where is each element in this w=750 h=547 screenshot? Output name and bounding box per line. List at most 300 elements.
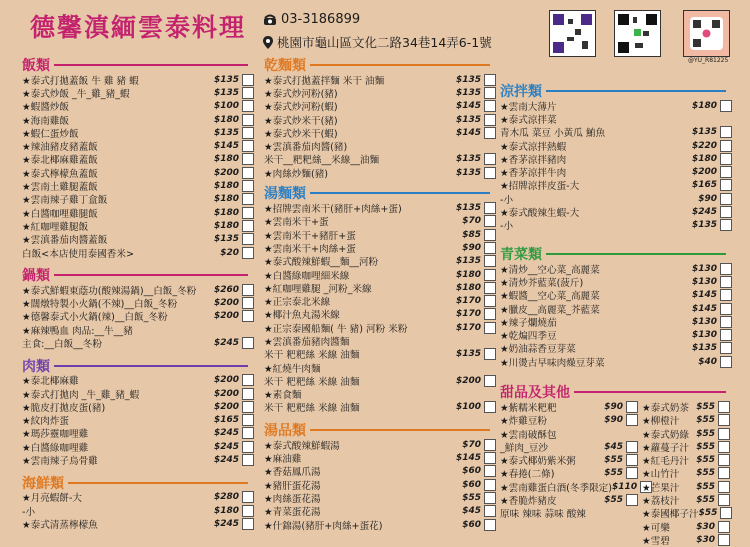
rice-item[interactable]	[22, 219, 254, 232]
seafood-item[interactable]	[22, 517, 254, 530]
item-price: $130	[691, 316, 717, 327]
order-checkbox[interactable]	[242, 414, 254, 426]
rice-item[interactable]	[22, 126, 254, 139]
rice-item[interactable]	[22, 193, 254, 206]
pot-item[interactable]	[22, 336, 254, 349]
item-price: $170	[455, 309, 481, 320]
order-checkbox[interactable]	[242, 233, 254, 245]
noodle-item[interactable]	[264, 113, 496, 126]
veg-item[interactable]	[500, 328, 732, 341]
meat-item[interactable]	[22, 453, 254, 466]
qr-code-3[interactable]	[683, 10, 730, 57]
soup-noodle-item[interactable]	[264, 388, 496, 401]
order-checkbox[interactable]	[242, 180, 254, 192]
soup-noodle-item[interactable]	[264, 321, 496, 334]
item-name: ★泰式炒米干(蝦)	[264, 128, 338, 140]
item-price: $60	[462, 466, 481, 477]
item-price: $100	[455, 402, 481, 413]
meat-item[interactable]	[22, 374, 254, 387]
item-price: $180	[213, 154, 239, 165]
order-checkbox[interactable]	[484, 505, 496, 517]
dessert-item[interactable]	[500, 440, 638, 453]
soup-item[interactable]	[264, 505, 496, 518]
section-header	[264, 420, 496, 440]
order-checkbox[interactable]	[484, 202, 496, 214]
item-price: $280	[213, 492, 239, 503]
noodle-item[interactable]	[264, 86, 496, 99]
dessert-item[interactable]	[642, 454, 730, 467]
section-divider	[54, 64, 248, 66]
item-name: ★海南雞飯	[22, 115, 69, 127]
item-name: ★奶油蒜香豆芽菜	[500, 344, 576, 356]
address-text: 桃園市龜山區文化二路34巷14弄6-1號	[277, 35, 492, 50]
noodle-item[interactable]	[264, 100, 496, 113]
order-checkbox[interactable]	[242, 337, 254, 349]
item-price: $135	[213, 74, 239, 85]
rice-item[interactable]	[22, 246, 254, 259]
meat-item[interactable]	[22, 414, 254, 427]
rice-item[interactable]	[22, 73, 254, 86]
order-checkbox[interactable]	[484, 114, 496, 126]
dessert-item[interactable]	[500, 454, 638, 467]
order-checkbox[interactable]	[484, 375, 496, 387]
noodle-item[interactable]	[264, 166, 496, 179]
item-name: ★紅咖哩雞腿飯	[22, 221, 89, 233]
order-checkbox[interactable]	[242, 454, 254, 466]
order-checkbox[interactable]	[484, 255, 496, 267]
item-name: ★雲南米干+蛋	[264, 217, 329, 229]
order-checkbox[interactable]	[484, 492, 496, 504]
dessert-item[interactable]	[642, 507, 730, 520]
pot-item[interactable]	[22, 310, 254, 323]
qr-code-2[interactable]	[614, 10, 661, 57]
order-checkbox[interactable]	[242, 388, 254, 400]
rice-item[interactable]	[22, 153, 254, 166]
dessert-item[interactable]	[642, 440, 730, 453]
soup-noodle-item[interactable]	[264, 268, 496, 281]
item-name: ★泰式奶茶	[642, 403, 689, 414]
order-checkbox[interactable]	[484, 167, 496, 179]
order-checkbox[interactable]	[720, 303, 732, 315]
order-checkbox[interactable]	[484, 229, 496, 241]
veg-item[interactable]	[500, 289, 732, 302]
salad-item[interactable]	[500, 179, 732, 192]
item-price: $55	[604, 495, 623, 506]
order-checkbox[interactable]	[484, 322, 496, 334]
pot-item[interactable]	[22, 323, 254, 336]
item-name: ★泰式炒河粉(豬)	[264, 88, 338, 100]
item-name: ★辣子爛燒茄	[500, 317, 557, 329]
item-name: ★紅毛丹汁	[642, 456, 689, 468]
item-price: $30	[696, 534, 715, 545]
item-price: $55	[696, 441, 715, 452]
section-seafood	[22, 473, 254, 531]
item-name: ★香茅涼拌豬肉	[500, 154, 567, 166]
soup-noodle-item[interactable]	[264, 374, 496, 387]
section-title: 鍋類	[22, 268, 50, 285]
veg-item[interactable]	[500, 315, 732, 328]
dessert-item[interactable]	[642, 400, 730, 413]
veg-item[interactable]	[500, 302, 732, 315]
soup-item[interactable]	[264, 451, 496, 464]
rice-item[interactable]	[22, 100, 254, 113]
item-name: 米干 粑粑絲 米線 油麵	[264, 376, 360, 388]
item-name: ★雲滇番茄肉醬(豬)	[264, 142, 348, 154]
item-name: ★正宗泰國船麵( 牛 豬) 河粉 米粉	[264, 323, 408, 335]
order-checkbox[interactable]	[484, 100, 496, 112]
soup-noodle-item[interactable]	[264, 308, 496, 321]
order-checkbox[interactable]	[484, 87, 496, 99]
qr-code-label: @YU_R81225	[688, 57, 729, 64]
salad-item[interactable]	[500, 192, 732, 205]
order-checkbox[interactable]	[484, 242, 496, 254]
soup-item[interactable]	[264, 491, 496, 504]
order-checkbox[interactable]	[626, 454, 638, 466]
order-checkbox[interactable]	[720, 263, 732, 275]
order-checkbox[interactable]	[242, 207, 254, 219]
item-price: $60	[462, 519, 481, 530]
dessert-item[interactable]	[500, 467, 638, 480]
order-checkbox[interactable]	[720, 166, 732, 178]
order-checkbox[interactable]	[626, 467, 638, 479]
soup-noodle-item[interactable]	[264, 255, 496, 268]
order-checkbox[interactable]	[720, 276, 732, 288]
salad-item[interactable]	[500, 165, 732, 178]
item-name: ★泰式打拋肉 _牛_雞_豬_蝦	[22, 389, 140, 401]
order-checkbox[interactable]	[718, 401, 730, 413]
item-name: ★香菇鳳爪湯	[264, 467, 321, 479]
item-price: $165	[691, 180, 717, 191]
rice-item[interactable]	[22, 113, 254, 126]
order-checkbox[interactable]	[242, 441, 254, 453]
item-price: $130	[691, 330, 717, 341]
item-price: $180	[213, 194, 239, 205]
order-checkbox[interactable]	[242, 193, 254, 205]
order-checkbox[interactable]	[720, 140, 732, 152]
qr-code-1[interactable]	[549, 10, 596, 57]
order-checkbox[interactable]	[720, 316, 732, 328]
soup-noodle-item[interactable]	[264, 241, 496, 254]
item-price: $135	[213, 127, 239, 138]
salad-item[interactable]	[500, 126, 732, 139]
noodle-item[interactable]	[264, 126, 496, 139]
item-price: $180	[691, 100, 717, 111]
restaurant-name: 德馨滇緬雲泰料理	[30, 13, 247, 42]
order-checkbox[interactable]	[242, 114, 254, 126]
item-price: $55	[604, 468, 623, 479]
order-checkbox[interactable]	[484, 348, 496, 360]
dessert-item[interactable]	[642, 427, 730, 440]
item-price: $135	[691, 127, 717, 138]
soup-noodle-item[interactable]	[264, 401, 496, 414]
order-checkbox[interactable]	[242, 153, 254, 165]
salad-item[interactable]	[500, 205, 732, 218]
item-name: ★雲滇番茄豬肉醬麵	[264, 337, 350, 348]
item-price: $180	[213, 181, 239, 192]
order-checkbox[interactable]	[242, 310, 254, 322]
dessert-item[interactable]	[500, 414, 638, 427]
order-checkbox[interactable]	[718, 441, 730, 453]
item-price: $200	[213, 311, 239, 322]
order-checkbox[interactable]	[720, 219, 732, 231]
section-meat	[22, 356, 254, 467]
order-checkbox[interactable]	[484, 401, 496, 413]
soup-noodle-item[interactable]	[264, 228, 496, 241]
section-header	[500, 244, 732, 263]
soup-item[interactable]	[264, 478, 496, 491]
order-checkbox[interactable]	[242, 297, 254, 309]
order-checkbox[interactable]	[484, 215, 496, 227]
section-noodle	[264, 55, 496, 179]
item-name: ★雲滇番茄肉醬蓋飯	[22, 235, 108, 247]
item-price: $200	[213, 298, 239, 309]
order-checkbox[interactable]	[720, 179, 732, 191]
order-checkbox[interactable]	[242, 87, 254, 99]
rice-item[interactable]	[22, 206, 254, 219]
order-checkbox[interactable]	[242, 167, 254, 179]
drink-list	[642, 400, 730, 546]
order-checkbox[interactable]	[484, 74, 496, 86]
column-1	[22, 52, 254, 531]
order-checkbox[interactable]	[242, 247, 254, 259]
item-name: ★雲南米干+肉絲+蛋	[264, 243, 356, 255]
item-price: $60	[462, 479, 481, 490]
order-checkbox[interactable]	[626, 441, 638, 453]
noodle-item[interactable]	[264, 153, 496, 166]
order-checkbox[interactable]	[242, 100, 254, 112]
dessert-item[interactable]	[642, 480, 730, 493]
order-checkbox[interactable]	[720, 153, 732, 165]
order-checkbox[interactable]	[484, 269, 496, 281]
item-name: ★泰式打拋蓋拌麵 米干 油麵	[264, 75, 385, 87]
item-price: $170	[455, 322, 481, 333]
order-checkbox[interactable]	[484, 308, 496, 320]
meat-item[interactable]	[22, 427, 254, 440]
order-checkbox[interactable]	[626, 494, 638, 506]
order-checkbox[interactable]	[718, 454, 730, 466]
section-title: 海鮮類	[22, 475, 64, 492]
dessert-item[interactable]	[500, 480, 638, 493]
order-checkbox[interactable]	[720, 206, 732, 218]
item-name: 米干 粑粑絲 米線 油麵	[264, 403, 360, 415]
order-checkbox[interactable]	[242, 284, 254, 296]
phone-icon	[263, 14, 277, 26]
item-price: $165	[213, 415, 239, 426]
item-name: ★紅咖哩雞腿 _河粉_米線	[264, 283, 372, 295]
item-name: ★清炒__空心菜_高麗菜	[500, 264, 600, 276]
rice-item[interactable]	[22, 233, 254, 246]
meat-item[interactable]	[22, 440, 254, 453]
item-name: ★招牌涼拌皮蛋-大	[500, 181, 580, 193]
item-price: $200	[691, 167, 717, 178]
item-name: ★炸雞豆粉	[500, 416, 547, 428]
order-checkbox[interactable]	[484, 452, 496, 464]
order-checkbox[interactable]	[242, 374, 254, 386]
meat-item[interactable]	[22, 387, 254, 400]
dessert-item[interactable]	[642, 520, 730, 533]
soup-noodle-item[interactable]	[264, 294, 496, 307]
section-divider	[68, 482, 248, 484]
item-name: ★德馨泰式小火鍋(辣)__白飯_冬粉	[22, 312, 168, 324]
pot-item[interactable]	[22, 296, 254, 309]
veg-item[interactable]	[500, 355, 732, 368]
order-checkbox[interactable]	[718, 521, 730, 533]
section-title: 青菜類	[500, 246, 542, 263]
order-checkbox[interactable]	[720, 193, 732, 205]
item-name: -小	[22, 506, 36, 518]
item-name: ★泰式檸檬魚蓋飯	[22, 168, 98, 180]
soup-noodle-item[interactable]	[264, 281, 496, 294]
section-title: 涼拌類	[500, 84, 542, 100]
pot-item[interactable]	[22, 283, 254, 296]
order-checkbox[interactable]	[242, 220, 254, 232]
item-price: $90	[604, 401, 623, 412]
rice-item[interactable]	[22, 86, 254, 99]
order-checkbox[interactable]	[484, 127, 496, 139]
dessert-item[interactable]	[500, 507, 638, 520]
item-name: ★泰式奶綠	[642, 429, 689, 441]
noodle-item[interactable]	[264, 139, 496, 152]
item-name: ★春捲(二條)	[500, 469, 555, 481]
item-price: $145	[691, 290, 717, 301]
order-checkbox[interactable]	[242, 427, 254, 439]
order-checkbox[interactable]	[720, 100, 732, 112]
order-checkbox[interactable]	[718, 467, 730, 479]
item-name: ★正宗泰北米線	[264, 297, 331, 309]
order-checkbox[interactable]	[242, 505, 254, 517]
item-price: $55	[696, 495, 715, 506]
order-checkbox[interactable]	[720, 289, 732, 301]
order-checkbox[interactable]	[242, 491, 254, 503]
dessert-item[interactable]	[500, 427, 638, 440]
item-price: $200	[213, 401, 239, 412]
item-name: ★泰式清蒸檸檬魚	[22, 519, 98, 531]
item-name: ★泰式酸辣鮮蝦__麵__河粉	[264, 257, 379, 269]
order-checkbox[interactable]	[484, 479, 496, 491]
item-price: $70	[462, 439, 481, 450]
item-name: ★辣油豬皮豬蓋飯	[22, 142, 98, 154]
soup-noodle-item[interactable]	[264, 215, 496, 228]
salad-item[interactable]	[500, 152, 732, 165]
order-checkbox[interactable]	[484, 519, 496, 531]
item-name: 青木瓜 菜豆 小黃瓜 鮪魚	[500, 128, 606, 140]
order-checkbox[interactable]	[720, 342, 732, 354]
dessert-item[interactable]	[642, 414, 730, 427]
item-price: $45	[604, 441, 623, 452]
order-checkbox[interactable]	[718, 481, 730, 493]
seafood-item[interactable]	[22, 504, 254, 517]
item-name: ★什錦湯(豬肝+肉絲+蛋花)	[264, 520, 383, 532]
order-checkbox[interactable]	[242, 127, 254, 139]
order-checkbox[interactable]	[242, 401, 254, 413]
order-checkbox[interactable]	[626, 414, 638, 426]
order-checkbox[interactable]	[718, 428, 730, 440]
item-price: $55	[698, 508, 718, 519]
dessert-item[interactable]	[642, 467, 730, 480]
item-name: ★月亮蝦餅-大	[22, 493, 83, 505]
dessert-item[interactable]	[642, 533, 730, 546]
item-name: ★泰式炒河粉(蝦)	[264, 102, 338, 114]
soup-noodle-item[interactable]	[264, 334, 496, 347]
order-checkbox[interactable]	[484, 153, 496, 165]
section-divider	[310, 429, 490, 431]
order-checkbox[interactable]	[718, 534, 730, 546]
item-name: ★泰北椰麻雞	[22, 376, 79, 388]
item-price: $220	[691, 140, 717, 151]
order-checkbox[interactable]	[242, 74, 254, 86]
meat-item[interactable]	[22, 400, 254, 413]
soup-item[interactable]	[264, 518, 496, 531]
order-checkbox[interactable]	[242, 140, 254, 152]
item-name: ★川燙古早味肉燥豆芽菜	[500, 357, 605, 369]
veg-item[interactable]	[500, 342, 732, 355]
phone-number[interactable]: 03-3186899	[281, 12, 361, 27]
section-divider	[574, 391, 726, 393]
soup-item[interactable]	[264, 465, 496, 478]
item-price: $90	[698, 193, 717, 204]
item-price: $135	[455, 203, 481, 214]
item-name: ★白醬綠咖哩雞	[22, 442, 89, 454]
column-2	[264, 52, 496, 531]
item-name: 主食:__白飯__冬粉	[22, 339, 102, 350]
order-checkbox[interactable]	[484, 282, 496, 294]
order-checkbox[interactable]	[718, 414, 730, 426]
salad-item[interactable]	[500, 112, 732, 125]
order-checkbox[interactable]	[484, 465, 496, 477]
rice-item[interactable]	[22, 166, 254, 179]
soup-noodle-item[interactable]	[264, 361, 496, 374]
item-price: $200	[213, 167, 239, 178]
rice-item[interactable]	[22, 179, 254, 192]
order-checkbox[interactable]	[242, 518, 254, 530]
item-price: $40	[698, 356, 717, 367]
dessert-list	[500, 400, 638, 546]
order-checkbox[interactable]	[720, 356, 732, 368]
item-name: ★泰式炒米干(豬)	[264, 115, 338, 127]
order-checkbox[interactable]	[720, 507, 732, 519]
order-checkbox[interactable]	[718, 494, 730, 506]
dessert-item[interactable]	[642, 493, 730, 506]
item-price: $245	[213, 441, 239, 452]
item-price: $110	[612, 481, 638, 492]
item-name: ★肉絲蛋花湯	[264, 493, 321, 505]
soup-noodle-item[interactable]	[264, 348, 496, 361]
item-price: $200	[213, 388, 239, 399]
rice-item[interactable]	[22, 139, 254, 152]
order-checkbox[interactable]	[720, 126, 732, 138]
item-name: ★可樂	[642, 522, 670, 534]
order-checkbox[interactable]	[720, 329, 732, 341]
item-name: ★麻油雞	[264, 454, 302, 466]
item-name: ★雲南破酥包	[500, 429, 557, 441]
order-checkbox[interactable]	[626, 401, 638, 413]
section-divider	[310, 192, 490, 194]
item-name: ★雪碧	[642, 535, 670, 547]
order-checkbox[interactable]	[484, 439, 496, 451]
item-name: ★素食麵	[264, 390, 302, 402]
item-name: ★豬肝蛋花湯	[264, 480, 321, 492]
item-name: ★山竹汁	[642, 469, 680, 481]
item-name: ★脆皮打拋皮蛋(豬)	[22, 402, 106, 414]
item-name: ★肉絲炒麵(豬)	[264, 168, 329, 180]
section-title: 乾麵類	[264, 58, 306, 74]
order-checkbox[interactable]	[484, 295, 496, 307]
salad-item[interactable]	[500, 139, 732, 152]
veg-item[interactable]	[500, 275, 732, 288]
dessert-item[interactable]	[500, 493, 638, 506]
salad-item[interactable]	[500, 219, 732, 232]
item-name: ★蝦醬__空心菜_高麗菜	[500, 291, 600, 303]
